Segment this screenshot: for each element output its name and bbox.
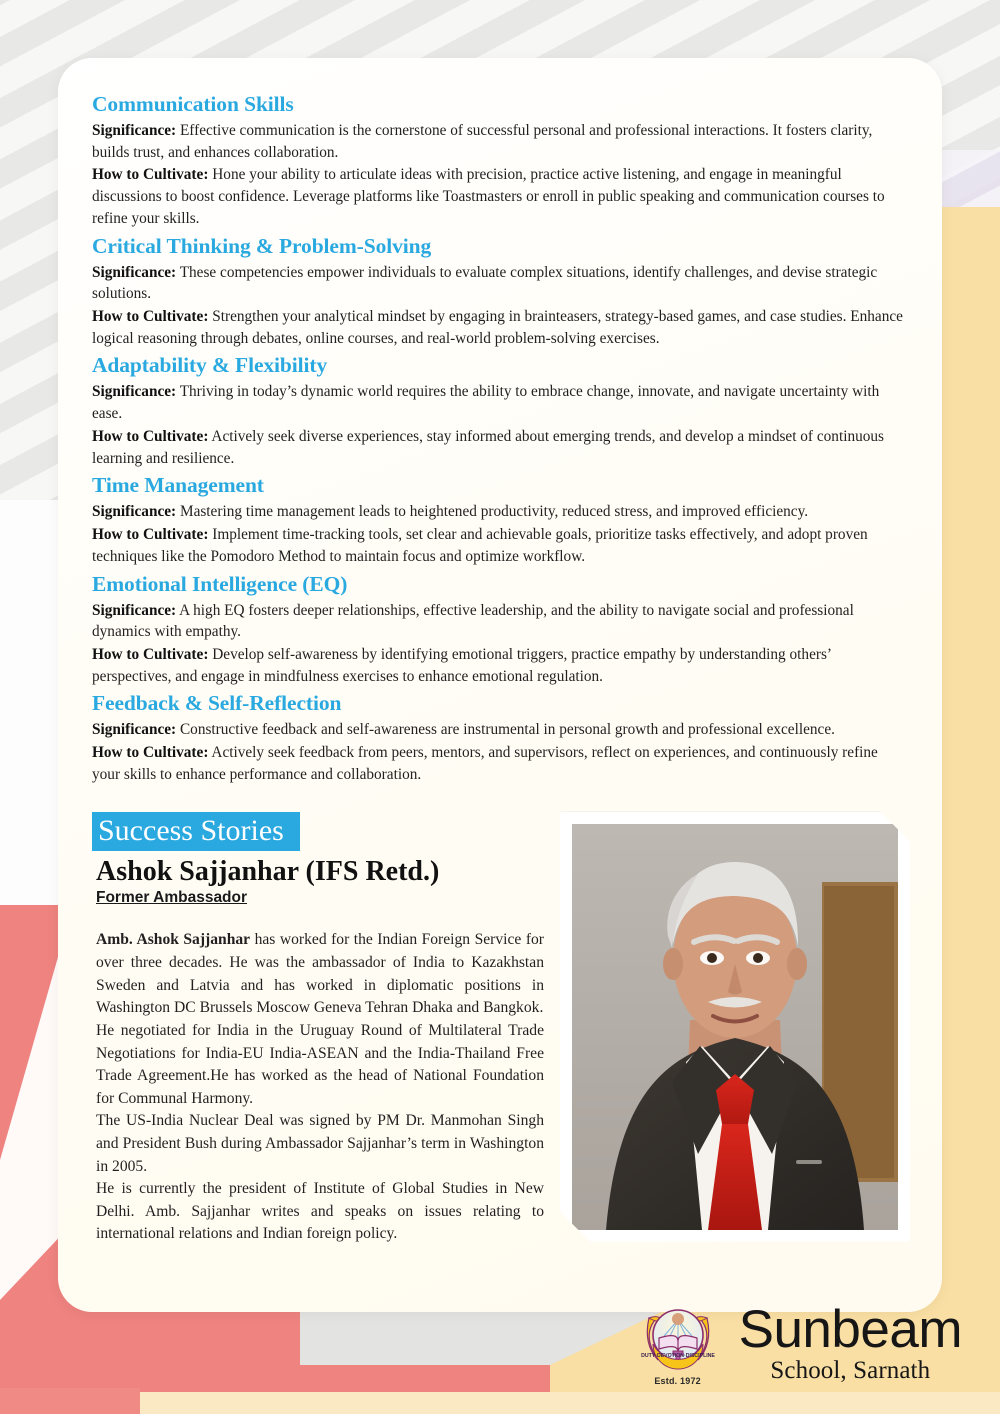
significance-text: Thriving in today’s dynamic world requires the ability to embrace change, innovate, and navigate uncertainty with ease. bbox=[92, 383, 880, 423]
skill-heading: Emotional Intelligence (EQ) bbox=[92, 571, 348, 596]
significance-label: Significance: bbox=[92, 721, 177, 739]
skill-cultivate bbox=[92, 164, 908, 229]
significance-text: Constructive feedback and self-awareness are instrumental in personal growth and professional excellence. bbox=[176, 721, 835, 739]
significance-label: Significance: bbox=[92, 503, 177, 521]
significance-label: Significance: bbox=[92, 263, 177, 281]
cultivate-text: Strengthen your analytical mindset by engaging in brainteasers, strategy-based games, and case studies. Enhance logical reasoning through debates, online courses, and real-world problem-solving exercises. bbox=[92, 308, 903, 347]
significance-label: Significance: bbox=[92, 601, 177, 619]
person-bio bbox=[96, 929, 544, 1246]
bio-lead: Amb. Ashok Sajjanhar bbox=[96, 931, 251, 949]
bottom-edge-strip-decoration bbox=[0, 1392, 1000, 1414]
brand-name: Sunbeam bbox=[738, 1300, 962, 1360]
skill-significance bbox=[92, 120, 908, 163]
coral-bottom-nub-decoration bbox=[0, 1388, 140, 1414]
sunbeam-crest-icon bbox=[635, 1304, 721, 1374]
logo-motto-text: DUTY·DEVOTION·DISCIPLINE bbox=[640, 1353, 715, 1359]
cultivate-label: How to Cultivate: bbox=[92, 744, 209, 762]
significance-text: A high EQ fosters deeper relationships, effective leadership, and the ability to navigate social and professional dynamics with empathy. bbox=[92, 601, 854, 641]
skill-block bbox=[92, 691, 908, 785]
cultivate-label: How to Cultivate: bbox=[92, 308, 209, 326]
cultivate-text: Actively seek feedback from peers, mentors, and supervisors, reflect on experiences, and continuously refine your skills to enhance performance and collaboration. bbox=[92, 744, 878, 783]
skill-block bbox=[92, 234, 908, 350]
significance-label: Significance: bbox=[92, 383, 177, 401]
bio-paragraph bbox=[96, 1110, 544, 1178]
skills-article bbox=[92, 92, 908, 786]
bio-text: He negotiated for India in the Uruguay Round of Multilateral Trade Negotiations for India-EU India-ASEAN and the India-Thailand Free Trade Agreement.He has worked as the head of National Foundation for Communal Harmony. bbox=[96, 1021, 544, 1107]
bio-text: He is currently the president of Institute of Global Studies in New Delhi. Amb. Sajjanhar writes and speaks on issues relating to international relations and Indian foreign policy. bbox=[96, 1180, 544, 1243]
skill-significance bbox=[92, 501, 908, 523]
skill-cultivate bbox=[92, 742, 908, 785]
skill-significance bbox=[92, 719, 908, 741]
skill-cultivate bbox=[92, 426, 908, 469]
cultivate-label: How to Cultivate: bbox=[92, 427, 209, 445]
skill-block bbox=[92, 473, 908, 567]
cultivate-label: How to Cultivate: bbox=[92, 526, 209, 544]
portrait-illustration bbox=[572, 824, 898, 1230]
content-card bbox=[58, 58, 942, 1312]
cultivate-text: Hone your ability to articulate ideas with precision, practice active listening, and engage in meaningful discussions to boost confidence. Leverage platforms like Toastmasters or enroll in public speaking and communication courses to refine your skills. bbox=[92, 166, 885, 227]
cultivate-text: Develop self-awareness by identifying emotional triggers, practice empathy by understanding others’ perspectives, and engage in mindfulness exercises to enhance emotional regulation. bbox=[92, 645, 831, 685]
cultivate-label: How to Cultivate: bbox=[92, 166, 209, 184]
success-stories-banner: Success Stories bbox=[92, 812, 300, 852]
bio-text: The US-India Nuclear Deal was signed by PM Dr. Manmohan Singh and President Bush during Ambassador Sajjanhar’s term in Washington in 2005. bbox=[96, 1112, 544, 1175]
skill-block bbox=[92, 572, 908, 688]
skill-heading: Feedback & Self-Reflection bbox=[92, 691, 342, 716]
skill-block bbox=[92, 353, 908, 469]
significance-text: Mastering time management leads to heightened productivity, reduced stress, and improved efficiency. bbox=[176, 503, 809, 521]
skill-block bbox=[92, 92, 908, 230]
person-role: Former Ambassador bbox=[96, 889, 248, 907]
bio-text: has worked for the Indian Foreign Service for over three decades. He was the ambassador of India to Kazakhstan Sweden and Latvia and has worked in diplomatic positions in Washington DC Brussels Moscow Geneva Tehran Dhaka and Bangkok. bbox=[96, 931, 544, 1017]
skill-significance bbox=[92, 381, 908, 424]
skill-cultivate bbox=[92, 306, 908, 349]
skill-heading: Communication Skills bbox=[92, 92, 294, 116]
significance-text: Effective communication is the cornerstone of successful personal and professional interactions. It fosters clarity, builds trust, and enhances collaboration. bbox=[92, 122, 873, 161]
skill-heading: Time Management bbox=[92, 473, 264, 498]
success-stories-section bbox=[92, 812, 908, 1246]
brand-block bbox=[738, 1300, 962, 1385]
skill-cultivate bbox=[92, 524, 908, 567]
cultivate-text: Actively seek diverse experiences, stay informed about emerging trends, and develop a mindset of continuous learning and resilience. bbox=[92, 427, 884, 467]
significance-text: These competencies empower individuals to evaluate complex situations, identify challenges, and devise strategic solutions. bbox=[92, 263, 878, 303]
footer-branding bbox=[635, 1300, 962, 1386]
cultivate-label: How to Cultivate: bbox=[92, 645, 209, 663]
skill-heading: Critical Thinking & Problem-Solving bbox=[92, 233, 432, 258]
school-logo-block bbox=[635, 1304, 721, 1386]
logo-established-year: Estd. 1972 bbox=[654, 1376, 701, 1386]
skill-significance bbox=[92, 262, 908, 305]
cultivate-text: Implement time-tracking tools, set clear and achievable goals, prioritize tasks effectively, and adopt proven techniques like the Pomodoro Method to maintain focus and optimize workflow. bbox=[92, 526, 868, 565]
bio-paragraph bbox=[96, 929, 544, 1019]
portrait-frame bbox=[560, 812, 910, 1242]
skill-cultivate bbox=[92, 644, 908, 687]
skill-heading: Adaptability & Flexibility bbox=[92, 353, 328, 378]
person-name: Ashok Sajjanhar (IFS Retd.) bbox=[96, 856, 440, 888]
significance-label: Significance: bbox=[92, 122, 177, 139]
bio-paragraph bbox=[96, 1178, 544, 1246]
bio-paragraph bbox=[96, 1020, 544, 1110]
skill-significance bbox=[92, 600, 908, 643]
portrait-photo bbox=[572, 824, 898, 1230]
brand-subtitle: School, Sarnath bbox=[770, 1356, 931, 1384]
